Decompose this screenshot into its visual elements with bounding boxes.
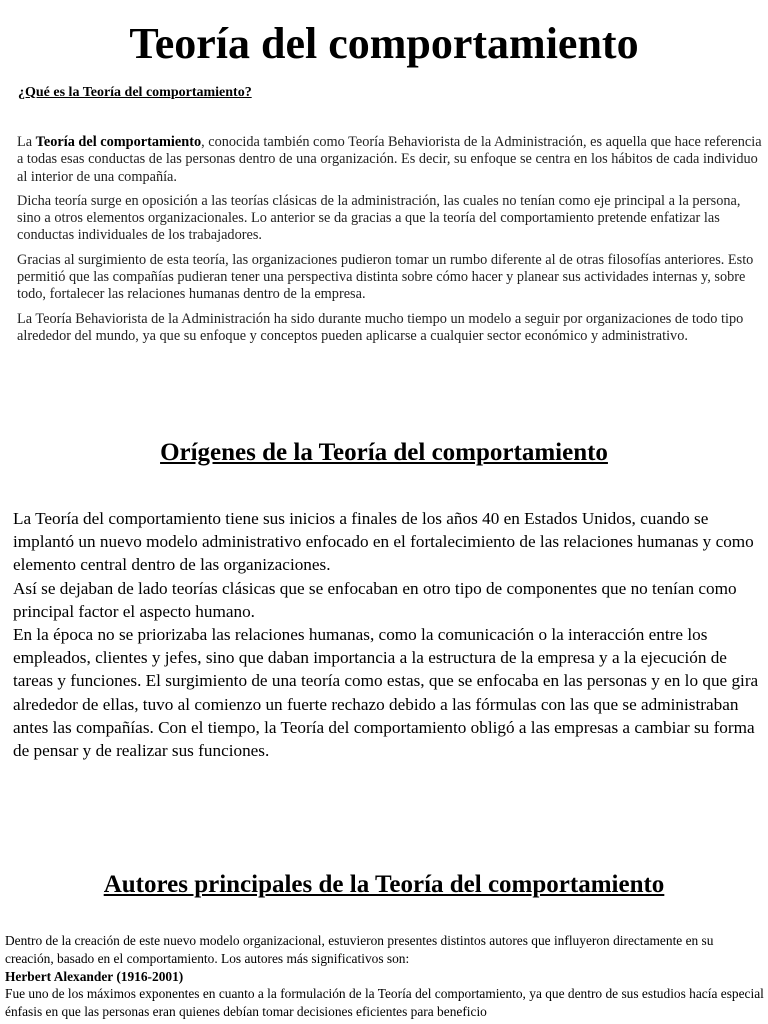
authors-paragraph-1: Dentro de la creación de este nuevo modelo organizacional, estuvieron presentes distintos autores que influyeron directamente en su creación, basado en el comportamiento. Los autores más significativos son: bbox=[5, 933, 714, 966]
origins-section bbox=[13, 507, 763, 762]
author-name-herbert-alexander: Herbert Alexander (1916-2001) bbox=[5, 968, 184, 984]
origins-paragraph-3: En la época no se priorizaba las relaciones humanas, como la comunicación o la interacción entre los empleados, clientes y jefes, sino que daban importancia a la estructura de la empresa y a la ejecución de tareas y funciones. El surgimiento de una teoría como estas, que se enfocaba en las personas y en lo que gira alrededor de ellas, tuvo al comienzo un fuerte rechazo debido a las fórmulas con las que se administraban antes las compañías. Con el tiempo, la Teoría del comportamiento obligó a las empresas a cambiar su forma de pensar y de realizar sus funciones. bbox=[13, 625, 759, 761]
authors-section bbox=[5, 932, 765, 1021]
origins-heading: Orígenes de la Teoría del comportamiento bbox=[160, 439, 608, 466]
page-title: Teoría del comportamiento bbox=[129, 19, 639, 68]
intro-paragraph-4: La Teoría Behaviorista de la Administración ha sido durante mucho tiempo un modelo a seguir por organizaciones de todo tipo alrededor del mundo, ya que su enfoque y conceptos pueden aplicarse a cualquier sector económico y administrativo. bbox=[17, 310, 744, 344]
origins-paragraph-1: La Teoría del comportamiento tiene sus inicios a finales de los años 40 en Estados Unidos, cuando se implantó un nuevo modelo administrativo enfocado en el fortalecimiento de las relaciones humanas y como elemento central dentro de las organizaciones. bbox=[13, 509, 754, 575]
intro-p1-rest: , conocida también como Teoría Behaviorista de la Administración, es aquella que hace referencia a todas esas conductas de las personas dentro de una organización. Es decir, su enfoque se centra en los hábitos de cada individuo al interior de una compañía. bbox=[17, 134, 762, 185]
intro-paragraph-1 bbox=[17, 134, 767, 186]
authors-heading: Autores principales de la Teoría del comportamiento bbox=[103, 871, 665, 898]
authors-paragraph-2: Fue uno de los máximos exponentes en cuanto a la formulación de la Teoría del comportamiento, ya que dentro de sus estudios hacía especial énfasis en que las personas eran quienes debían tomar decisiones eficientes para beneficio bbox=[5, 986, 764, 1020]
intro-section bbox=[17, 134, 767, 352]
intro-paragraph-2: Dicha teoría surge en oposición a las teorías clásicas de la administración, las cuales no tenían como eje principal a la persona, sino a otros elementos organizacionales. Lo anterior se da gracias a que la teoría del comportamiento pretende enfatizar las conductas individuales de los trabajadores. bbox=[17, 192, 741, 244]
section-question: ¿Qué es la Teoría del comportamiento? bbox=[18, 85, 252, 100]
intro-p1-bold: Teoría del comportamiento bbox=[35, 134, 202, 150]
intro-paragraph-3: Gracias al surgimiento de esta teoría, las organizaciones pudieron tomar un rumbo diferente al de otras filosofías anteriores. Esto permitió que las compañías pudieran tener una perspectiva distinta sobre cómo hacer y planear sus actividades internas y, sobre todo, fortalecer las relaciones humanas dentro de la empresa. bbox=[17, 251, 754, 303]
intro-p1-prefix: La bbox=[17, 134, 36, 150]
origins-paragraph-2: Así se dejaban de lado teorías clásicas que se enfocaban en otro tipo de componentes que no tenían como principal factor el aspecto humano. bbox=[13, 578, 737, 621]
